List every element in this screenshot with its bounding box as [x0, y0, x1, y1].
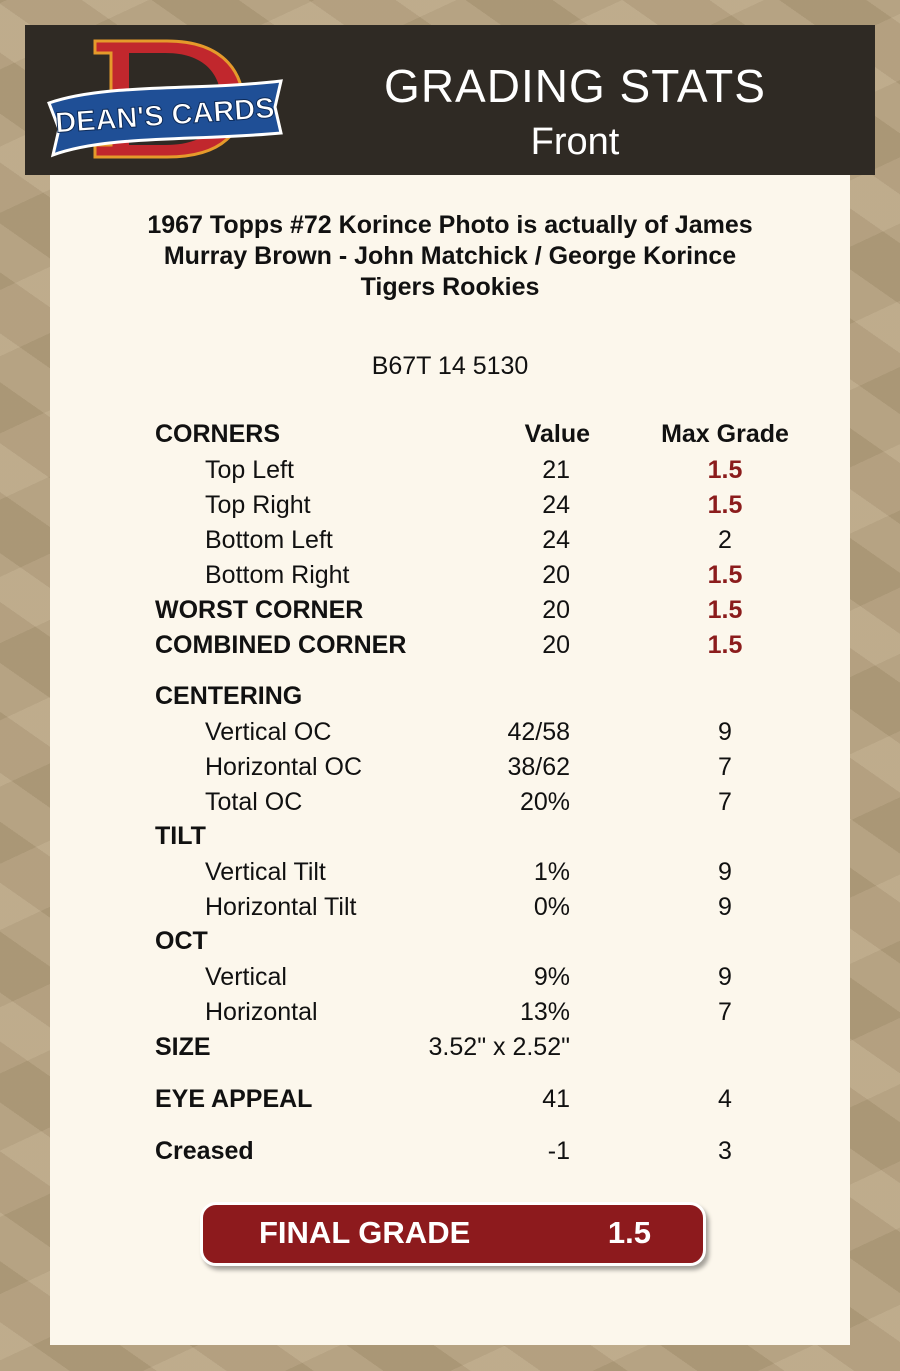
- value-column-header: Value: [524, 420, 590, 448]
- card-title-line: 1967 Topps #72 Korince Photo is actually of James: [147, 211, 753, 239]
- stat-value: 42/58: [507, 718, 570, 746]
- stat-label: Top Left: [205, 456, 294, 484]
- stat-label: Vertical OC: [205, 718, 332, 746]
- stat-value: 1%: [533, 858, 570, 886]
- stat-value: 20: [542, 596, 570, 624]
- final-grade-label: FINAL GRADE: [259, 1215, 471, 1250]
- stat-value: 20: [542, 631, 570, 659]
- card-code: B67T 14 5130: [371, 352, 529, 380]
- stats-row: [0, 998, 900, 1030]
- stat-value: 20%: [519, 788, 570, 816]
- stat-max-grade: 7: [718, 788, 732, 816]
- final-grade-value: 1.5: [607, 1215, 651, 1250]
- stats-row: [0, 753, 900, 785]
- stat-label: Horizontal Tilt: [205, 893, 357, 921]
- stats-row: [0, 596, 900, 628]
- stats-row: [0, 893, 900, 925]
- stats-row: [0, 526, 900, 558]
- svg-text:DEAN'S CARDS: DEAN'S CARDS: [54, 92, 276, 140]
- stats-row: [0, 491, 900, 523]
- stats-row: [0, 420, 900, 452]
- stat-max-grade: 7: [718, 753, 732, 781]
- card-title: [100, 210, 800, 303]
- stats-row: [0, 718, 900, 750]
- stat-label: Bottom Left: [205, 526, 333, 554]
- header-bar: [25, 25, 875, 175]
- stat-max-grade: 1.5: [707, 596, 743, 624]
- stats-row: [0, 927, 900, 959]
- page-title: GRADING STATS: [384, 60, 766, 112]
- stat-max-grade: 1.5: [707, 561, 743, 589]
- stat-label: Top Right: [205, 491, 311, 519]
- stat-value: 41: [542, 1085, 570, 1113]
- card-title-line: Tigers Rookies: [360, 273, 540, 301]
- stat-label: EYE APPEAL: [155, 1085, 313, 1113]
- stat-value: -1: [547, 1137, 570, 1165]
- stats-row: [0, 1033, 900, 1065]
- stat-label: Bottom Right: [205, 561, 350, 589]
- stat-label: Vertical: [205, 963, 287, 991]
- stat-max-grade: 3: [718, 1137, 732, 1165]
- stat-label: Vertical Tilt: [205, 858, 326, 886]
- stat-value: 20: [542, 561, 570, 589]
- stats-row: [0, 1085, 900, 1117]
- stat-label: WORST CORNER: [155, 596, 364, 624]
- stats-row: [0, 631, 900, 663]
- stat-max-grade: 9: [718, 963, 732, 991]
- stat-max-grade: 2: [718, 526, 732, 554]
- stat-max-grade: 1.5: [707, 631, 743, 659]
- stats-row: [0, 822, 900, 854]
- stats-row: [0, 788, 900, 820]
- stats-row: [0, 1137, 900, 1169]
- stat-value: 13%: [519, 998, 570, 1026]
- stat-value: 3.52" x 2.52": [428, 1033, 570, 1061]
- stat-value: 24: [542, 526, 570, 554]
- stat-max-grade: 7: [718, 998, 732, 1026]
- page-subtitle: Front: [530, 121, 620, 163]
- stats-row: [0, 858, 900, 890]
- stat-label: Horizontal: [205, 998, 318, 1026]
- stat-max-grade: 9: [718, 718, 732, 746]
- stat-label: SIZE: [155, 1033, 211, 1061]
- stats-row: [0, 561, 900, 593]
- stat-max-grade: 9: [718, 858, 732, 886]
- stat-value: 38/62: [507, 753, 570, 781]
- card-title-line: Murray Brown - John Matchick / George Korince: [163, 242, 737, 270]
- stat-label: CENTERING: [155, 682, 303, 710]
- stat-max-grade: 4: [718, 1085, 732, 1113]
- stat-max-grade: 9: [718, 893, 732, 921]
- stat-value: 21: [542, 456, 570, 484]
- stat-value: 9%: [533, 963, 570, 991]
- stat-value: 24: [542, 491, 570, 519]
- stat-value: 0%: [533, 893, 570, 921]
- stat-max-grade: 1.5: [707, 456, 743, 484]
- stat-label: TILT: [155, 822, 206, 850]
- stat-label: Creased: [155, 1137, 254, 1165]
- stat-label: CORNERS: [155, 420, 281, 448]
- stat-label: Horizontal OC: [205, 753, 362, 781]
- stat-label: Total OC: [205, 788, 303, 816]
- deans-cards-logo: [47, 37, 283, 161]
- stat-max-grade: 1.5: [707, 491, 743, 519]
- max-grade-column-header: Max Grade: [661, 420, 789, 448]
- stat-label: COMBINED CORNER: [155, 631, 407, 659]
- stat-label: OCT: [155, 927, 208, 955]
- stats-row: [0, 456, 900, 488]
- final-grade-banner: [200, 1202, 706, 1266]
- stats-row: [0, 682, 900, 714]
- stats-row: [0, 963, 900, 995]
